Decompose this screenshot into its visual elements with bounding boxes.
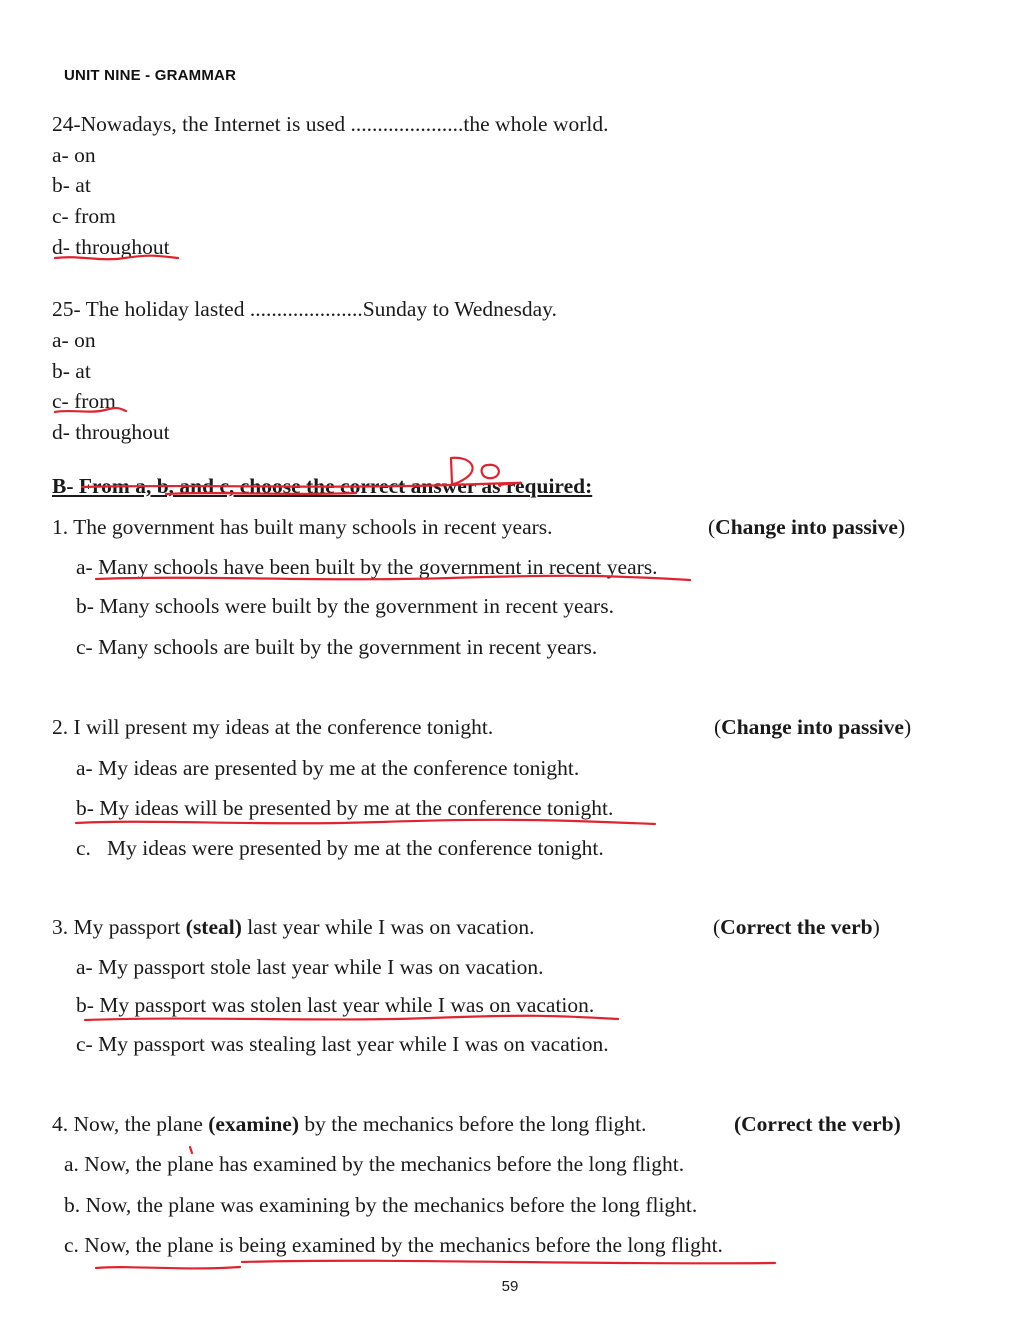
b1-option-c: c- Many schools are built by the government in recent years. bbox=[76, 635, 598, 659]
b3-option-a: a- My passport stole last year while I was on vacation. bbox=[76, 955, 544, 979]
q25-option-a: a- on bbox=[52, 328, 96, 352]
b4-option-c: c. Now, the plane is being examined by the mechanics before the long flight. bbox=[64, 1233, 723, 1257]
q25-stem: 25- The holiday lasted .....................Sunday to Wednesday. bbox=[52, 297, 557, 321]
section-b-title: B- From a, b, and c, choose the correct answer as required: bbox=[52, 474, 593, 498]
b1-instruction: (Change into passive) bbox=[708, 515, 906, 539]
b3-stem-pre: 3. My passport bbox=[52, 915, 181, 939]
b2-option-c: c. My ideas were presented by me at the conference tonight. bbox=[76, 836, 604, 860]
q24-option-a: a- on bbox=[52, 143, 96, 167]
q24-stem: 24-Nowadays, the Internet is used .....................the whole world. bbox=[52, 112, 609, 136]
b2-instruction: (Change into passive) bbox=[714, 715, 912, 739]
q25-option-d: d- throughout bbox=[52, 420, 170, 444]
unit-header: UNIT NINE - GRAMMAR bbox=[64, 67, 237, 84]
b1-instruction-text: Change into passive bbox=[715, 515, 898, 539]
b3-option-b: b- My passport was stolen last year while I was on vacation. bbox=[76, 993, 595, 1017]
b3-option-c: c- My passport was stealing last year while I was on vacation. bbox=[76, 1032, 609, 1056]
b1-option-b: b- Many schools were built by the government in recent years. bbox=[76, 594, 614, 618]
q24-option-c: c- from bbox=[52, 204, 116, 228]
b4-instruction: (Correct the verb) bbox=[734, 1112, 901, 1136]
b4-option-b: b. Now, the plane was examining by the mechanics before the long flight. bbox=[64, 1193, 698, 1217]
b4-stem bbox=[52, 1111, 646, 1137]
q25-option-b: b- at bbox=[52, 359, 91, 383]
b2-instruction-text: Change into passive bbox=[721, 715, 904, 739]
b4-option-a: a. Now, the plane has examined by the mechanics before the long flight. bbox=[64, 1152, 685, 1176]
b3-instruction-text: Correct the verb bbox=[720, 915, 873, 939]
q24-option-d: d- throughout bbox=[52, 235, 170, 259]
q24-option-b: b- at bbox=[52, 173, 91, 197]
b3-stem bbox=[52, 914, 534, 940]
q25-option-c: c- from bbox=[52, 389, 116, 413]
b3-stem-verb: (steal) bbox=[185, 915, 242, 939]
b3-instruction: (Correct the verb) bbox=[713, 915, 880, 939]
b2-option-b: b- My ideas will be presented by me at the conference tonight. bbox=[76, 796, 614, 820]
b4-stem-post: by the mechanics before the long flight. bbox=[304, 1112, 647, 1136]
b3-stem-post: last year while I was on vacation. bbox=[247, 915, 535, 939]
underline-b4-c-1 bbox=[96, 1267, 240, 1268]
b2-option-a: a- My ideas are presented by me at the conference tonight. bbox=[76, 756, 580, 780]
page-number: 59 bbox=[501, 1278, 519, 1295]
underline-b4-c-2 bbox=[242, 1261, 775, 1264]
b4-stem-pre: 4. Now, the plane bbox=[52, 1112, 203, 1136]
b1-stem: 1. The government has built many schools in recent years. bbox=[52, 515, 553, 539]
b2-stem: 2. I will present my ideas at the conference tonight. bbox=[52, 715, 494, 739]
b4-stem-verb: (examine) bbox=[208, 1112, 299, 1136]
b1-option-a: a- Many schools have been built by the government in recent years. bbox=[76, 555, 658, 579]
